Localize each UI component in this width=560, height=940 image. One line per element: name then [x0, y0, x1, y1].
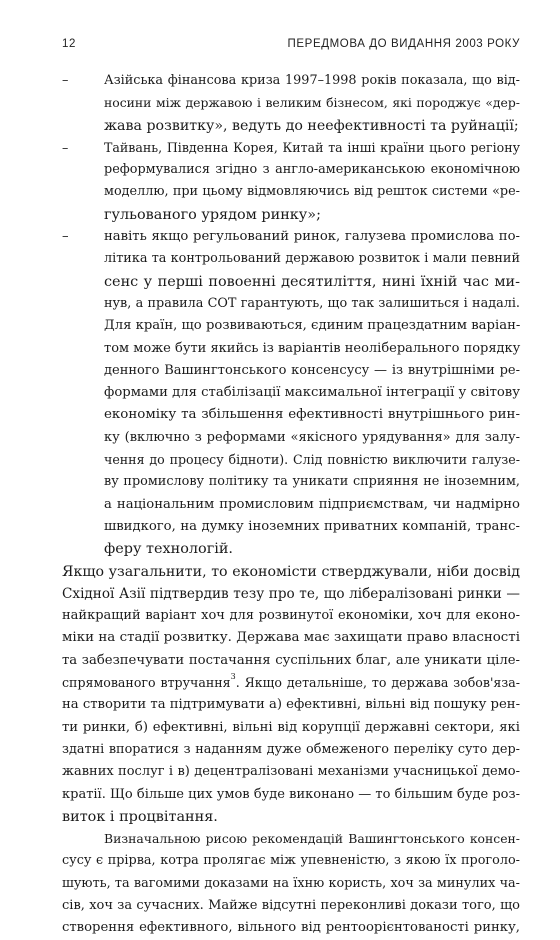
running-title: ПЕРЕДМОВА ДО ВИДАННЯ 2003 РОКУ — [287, 38, 520, 50]
text-line: швидкого, на думку іноземних приватних компаній, транс- — [104, 518, 520, 534]
text-line: Якщо узагальнити, то економісти стверджували, ніби досвід — [62, 563, 520, 580]
text-line: носини між державою і великим бізнесом, які породжує «дер- — [104, 95, 520, 111]
text-line: жава розвитку», ведуть до неефективності та руйнації; — [104, 117, 519, 134]
bullet-dash: – — [62, 229, 69, 245]
text-line: нув, а правила СОТ гарантують, що так залишиться і надалі. — [104, 295, 520, 311]
text-line: міки на стадії розвитку. Держава має захищати право власності — [62, 630, 520, 646]
text-line: та забезпечувати постачання суспільних благ, але уникати ціле- — [62, 652, 520, 668]
text-line: навіть якщо регульований ринок, галузева промислова по- — [104, 229, 520, 245]
text-line: виток і процвітання. — [62, 808, 218, 825]
text-line: реформувалися згідно з англо-американською економічною — [104, 162, 520, 178]
text-line: економіку та збільшення ефективності внутрішнього рин- — [104, 407, 520, 423]
text-segment: . Якщо детальніше, то держава зобов'яза- — [235, 675, 521, 691]
text-line: здатні впоратися з наданням дуже обмеженого переліку суто дер- — [62, 741, 520, 757]
text-line: Визначальною рисою рекомендацій Вашингтонського консен- — [104, 831, 520, 847]
text-line: том може бути якийсь із варіантів неоліберального порядку — [104, 340, 521, 356]
body-text — [62, 70, 520, 940]
text-line: найкращий варіант хоч для розвинутої економіки, хоч для еконо- — [62, 608, 520, 624]
bullet-line — [62, 226, 520, 248]
bullet-dash: – — [62, 139, 69, 155]
text-line: денного Вашингтонського консенсусу — із внутрішніми ре- — [104, 362, 520, 378]
text-line: феру технологій. — [104, 541, 233, 558]
text-line: сів, хоч за сучасних. Майже відсутні переконливі докази того, що — [62, 897, 520, 913]
text-line — [62, 672, 520, 694]
text-line: кратії. Що більше цих умов буде виконано — то більшим буде роз- — [62, 786, 520, 802]
text-line: жавних послуг і в) децентралізовані механізми учасницької демо- — [62, 764, 520, 780]
text-line: на створити та підтримувати а) ефективні, вільні від пошуку рен- — [62, 697, 521, 713]
text-line: а національним промисловим підприємствам, чи надмірно — [104, 496, 520, 512]
page-number: 12 — [62, 38, 76, 50]
text-line: Тайвань, Південна Корея, Китай та інші країни цього регіону — [104, 139, 520, 155]
text-line: сусу є прірва, котра пролягає між упевненістю, з якою їх проголо- — [62, 853, 520, 869]
text-line: чення до процесу бідноти). Слід повністю виключити галузе- — [104, 452, 520, 468]
text-line: сенс у перші повоенні десятиліття, нині їхній час ми- — [104, 273, 520, 290]
text-line: ку (включно з реформами «якісного урядування» для залу- — [104, 429, 520, 445]
text-line: формами для стабілізації максимальної інтеграції у світову — [104, 385, 520, 401]
text-line: ти ринки, б) ефективні, вільні від корупції державні сектори, які — [62, 719, 520, 735]
bullet-dash: – — [62, 73, 69, 88]
bullet-line — [62, 70, 520, 92]
text-line: літика та контрольований державою розвиток і мали певний — [104, 251, 520, 267]
footnote-marker[interactable]: 3 — [230, 672, 236, 682]
text-line: Для країн, що розвиваються, єдиним працездатним варіан- — [104, 318, 521, 334]
text-line: шують, та вагомими доказами на їхню користь, хоч за минулих ча- — [62, 875, 520, 891]
text-line: Східної Азії підтвердив тезу про те, що лібералізовані ринки — — [62, 585, 520, 602]
text-segment: спрямованого втручання — [62, 675, 231, 691]
text-line: моделлю, при цьому відмовляючись від решток системи «ре- — [104, 184, 520, 200]
text-line: Азійська фінансова криза 1997–1998 років показала, що від- — [104, 73, 520, 88]
text-line: ву промислову політику та уникати сприяння не іноземним, — [104, 474, 520, 490]
running-header — [62, 38, 520, 50]
text-line: створення ефективного, вільного від рентоорієнтованості ринку, — [62, 920, 520, 936]
text-line: гульованого урядом ринку»; — [104, 206, 321, 223]
bullet-line — [62, 137, 520, 159]
